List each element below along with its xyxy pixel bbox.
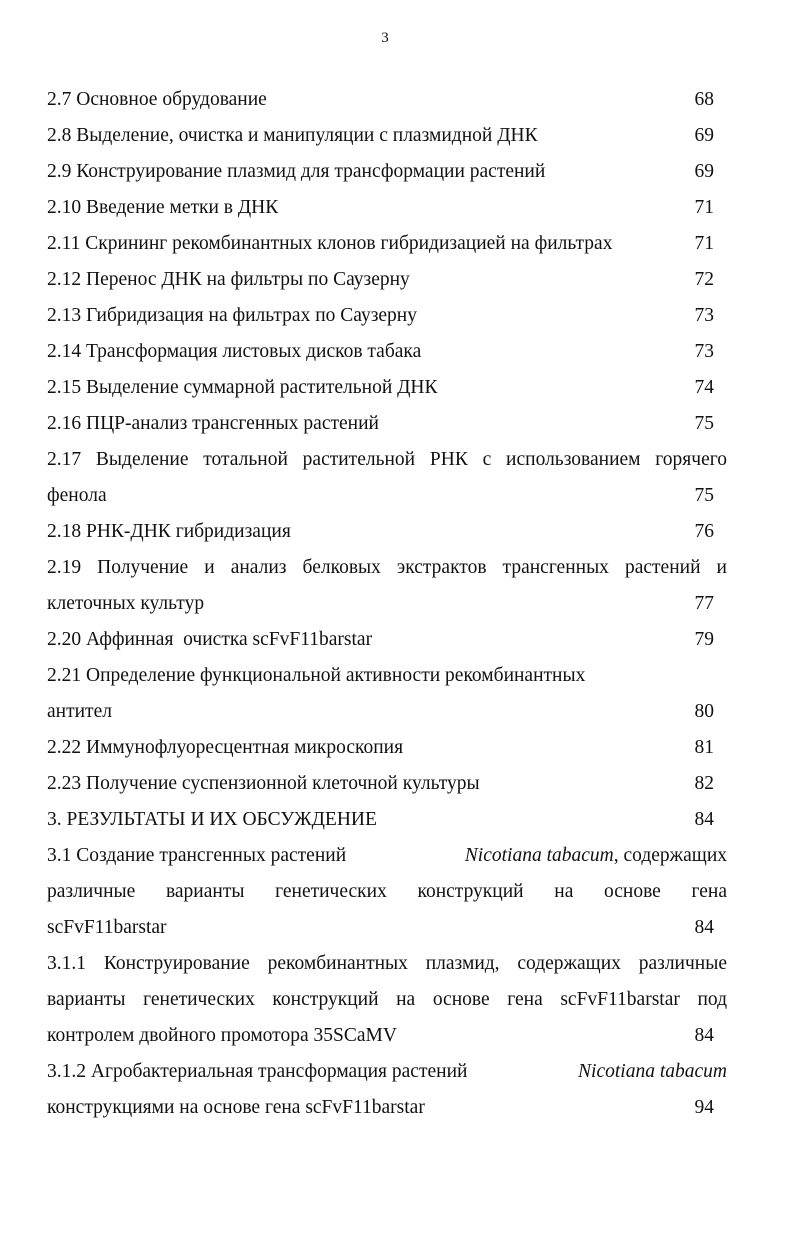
toc-entry-page: 77 [694, 593, 714, 614]
toc-entry-title: 2.16 ПЦР-анализ трансгенных растений [47, 413, 379, 434]
toc-entry-3 [47, 802, 727, 838]
toc-entry-2-18 [47, 514, 727, 550]
toc-entry-title: 2.18 РНК-ДНК гибридизация [47, 521, 291, 542]
toc-entry-title: 2.13 Гибридизация на фильтрах по Саузерну [47, 305, 417, 326]
toc-entry-2-16 [47, 406, 727, 442]
toc-entry-page: 82 [694, 773, 714, 794]
toc-entry-2-9 [47, 154, 727, 190]
toc-entry-title-line3: scFvF11barstar [47, 917, 167, 938]
toc-entry-title: 2.14 Трансформация листовых дисков табака [47, 341, 422, 362]
toc-entry-2-21 [47, 658, 727, 730]
toc-entry-title-line2: различные варианты генетических конструкций на основе гена [47, 881, 727, 902]
toc-entry-title: 2.12 Перенос ДНК на фильтры по Саузерну [47, 269, 410, 290]
toc-entry-page: 84 [694, 917, 714, 938]
toc-entry-title: 2.9 Конструирование плазмид для трансформации растений [47, 161, 546, 182]
toc-entry-2-13 [47, 298, 727, 334]
toc-entry-title: 2.7 Основное обрудование [47, 89, 267, 110]
toc-entry-page: 80 [694, 701, 714, 722]
toc-entry-title: 2.15 Выделение суммарной растительной ДНК [47, 377, 438, 398]
toc-entry-page: 74 [694, 377, 714, 398]
toc-entry-2-22 [47, 730, 727, 766]
toc-entry-title-line3: контролем двойного промотора 35SCaMV [47, 1025, 397, 1046]
toc-entry-title-line1: 3.1 Создание трансгенных растений Nicotiana tabacum, содержащих [47, 845, 727, 866]
toc-entry-page: 84 [694, 809, 714, 830]
toc-entry-3-1-2 [47, 1054, 727, 1126]
toc-entry-title: 2.10 Введение метки в ДНК [47, 197, 279, 218]
toc-entry-page: 69 [694, 125, 714, 146]
toc-entry-title: 2.20 Аффинная очистка scFvF11barstar [47, 629, 373, 650]
toc-entry-title: 2.8 Выделение, очистка и манипуляции с плазмидной ДНК [47, 125, 538, 146]
toc-entry-title: 3. РЕЗУЛЬТАТЫ И ИХ ОБСУЖДЕНИЕ [47, 809, 377, 830]
toc-entry-title-line2: антител [47, 701, 112, 722]
toc-entry-title: 2.22 Иммунофлуоресцентная микроскопия [47, 737, 404, 758]
toc-entry-2-14 [47, 334, 727, 370]
toc-entry-2-23 [47, 766, 727, 802]
toc-entry-page: 75 [694, 413, 714, 434]
toc-entry-2-10 [47, 190, 727, 226]
toc-entry-2-15 [47, 370, 727, 406]
toc-entry-page: 73 [694, 341, 714, 362]
toc-entry-2-19 [47, 550, 727, 622]
toc-entry-2-17 [47, 442, 727, 514]
table-of-contents [47, 82, 727, 1126]
toc-entry-title-line1: 3.1.2 Агробактериальная трансформация растений Nicotiana tabacum [47, 1054, 727, 1090]
toc-entry-title: 2.23 Получение суспензионной клеточной культуры [47, 773, 480, 794]
toc-entry-page: 72 [694, 269, 714, 290]
toc-entry-page: 73 [694, 305, 714, 326]
toc-entry-2-12 [47, 262, 727, 298]
toc-entry-page: 71 [694, 197, 714, 218]
toc-entry-page: 76 [694, 521, 714, 542]
toc-entry-page: 75 [694, 485, 714, 506]
toc-entry-page: 79 [694, 629, 714, 650]
toc-entry-title-line1: 2.19 Получение и анализ белковых экстрактов трансгенных растений и [47, 557, 727, 578]
toc-entry-title-line1: 2.21 Определение функциональной активности рекомбинантных [47, 665, 586, 686]
toc-entry-2-20 [47, 622, 727, 658]
toc-entry-2-8 [47, 118, 727, 154]
toc-entry-title-line2: варианты генетических конструкций на основе гена scFvF11barstar под [47, 989, 727, 1010]
species-name: Nicotiana tabacum [464, 845, 614, 866]
toc-entry-title-line1: 3.1.1 Конструирование рекомбинантных плазмид, содержащих различные [47, 953, 727, 974]
toc-entry-page: 71 [694, 233, 714, 254]
toc-entry-page: 94 [694, 1097, 714, 1118]
toc-entry-2-7 [47, 82, 727, 118]
toc-entry-title-line2: конструкциями на основе гена scFvF11barstar [47, 1097, 425, 1118]
toc-entry-page: 81 [694, 737, 714, 758]
toc-entry-page: 84 [694, 1025, 714, 1046]
toc-entry-title-line2: клеточных культур [47, 593, 205, 614]
toc-entry-title-line2: фенола [47, 485, 107, 506]
toc-entry-3-1 [47, 838, 727, 946]
toc-entry-2-11 [47, 226, 727, 262]
page-number: 3 [381, 30, 389, 46]
toc-entry-title-line1: 2.17 Выделение тотальной растительной РНК с использованием горячего [47, 449, 727, 470]
toc-entry-3-1-1 [47, 946, 727, 1054]
species-name: Nicotiana tabacum [578, 1061, 727, 1082]
toc-entry-page: 69 [694, 161, 714, 182]
toc-entry-page: 68 [694, 89, 714, 110]
toc-entry-title: 2.11 Скрининг рекомбинантных клонов гибридизацией на фильтрах [47, 233, 613, 254]
